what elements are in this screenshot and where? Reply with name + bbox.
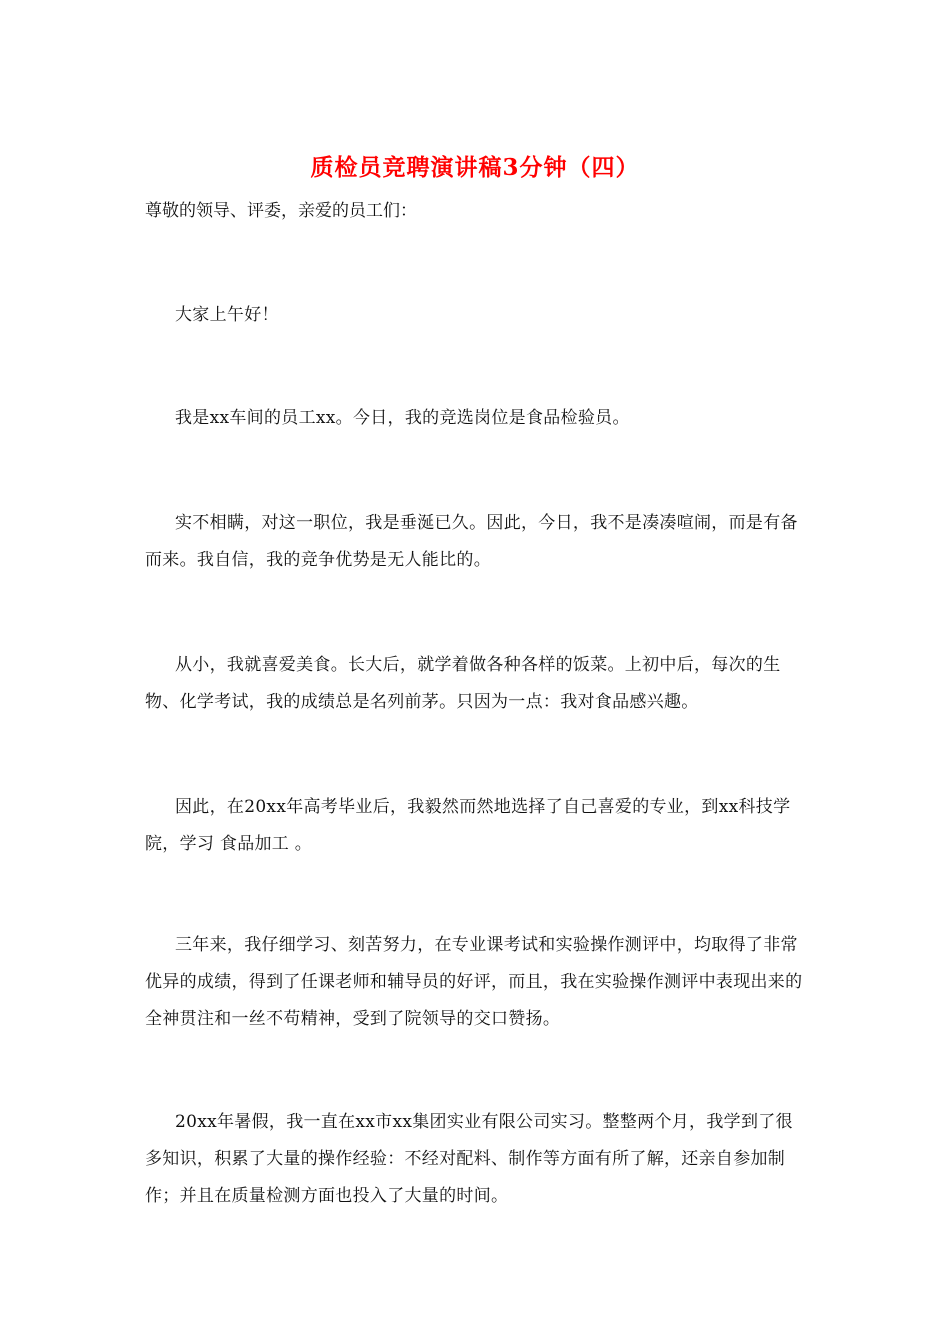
paragraph-greeting: 大家上午好！ (175, 305, 279, 325)
paragraph-childhood: 从小，我就喜爱美食。长大后，就学着做各种各样的饭菜。上初中后，每次的生物、化学考试，我的成绩总是名列前茅。只因为一点：我对食品感兴趣。 (145, 655, 781, 712)
paragraph-internship: 20xx年暑假，我一直在xx市xx集团实业有限公司实习。整整两个月，我学到了很多知识，积累了大量的操作经验：不经对配料、制作等方面有所了解，还亲自参加制作；并且在质量检测方面也投入了大量的时间。 (145, 1112, 793, 1206)
document-title: 质检员竞聘演讲稿3分钟（四） (310, 154, 640, 181)
salutation: 尊敬的领导、评委，亲爱的员工们： (145, 201, 417, 221)
paragraph-education: 因此，在20xx年高考毕业后，我毅然而然地选择了自己喜爱的专业，到xx科技学院，学习 食品加工 。 (145, 797, 791, 854)
paragraph-introduction: 我是xx车间的员工xx。今日，我的竞选岗位是食品检验员。 (175, 408, 630, 428)
paragraph-study-results: 三年来，我仔细学习、刻苦努力，在专业课考试和实验操作测评中，均取得了非常优异的成绩，得到了任课老师和辅导员的好评，而且，我在实验操作测评中表现出来的全神贯注和一丝不苟精神，受到了院领导的交口赞扬。 (145, 935, 803, 1029)
paragraph-motivation: 实不相瞒，对这一职位，我是垂涎已久。因此，今日，我不是凑凑喧闹，而是有备而来。我自信，我的竞争优势是无人能比的。 (145, 513, 798, 570)
